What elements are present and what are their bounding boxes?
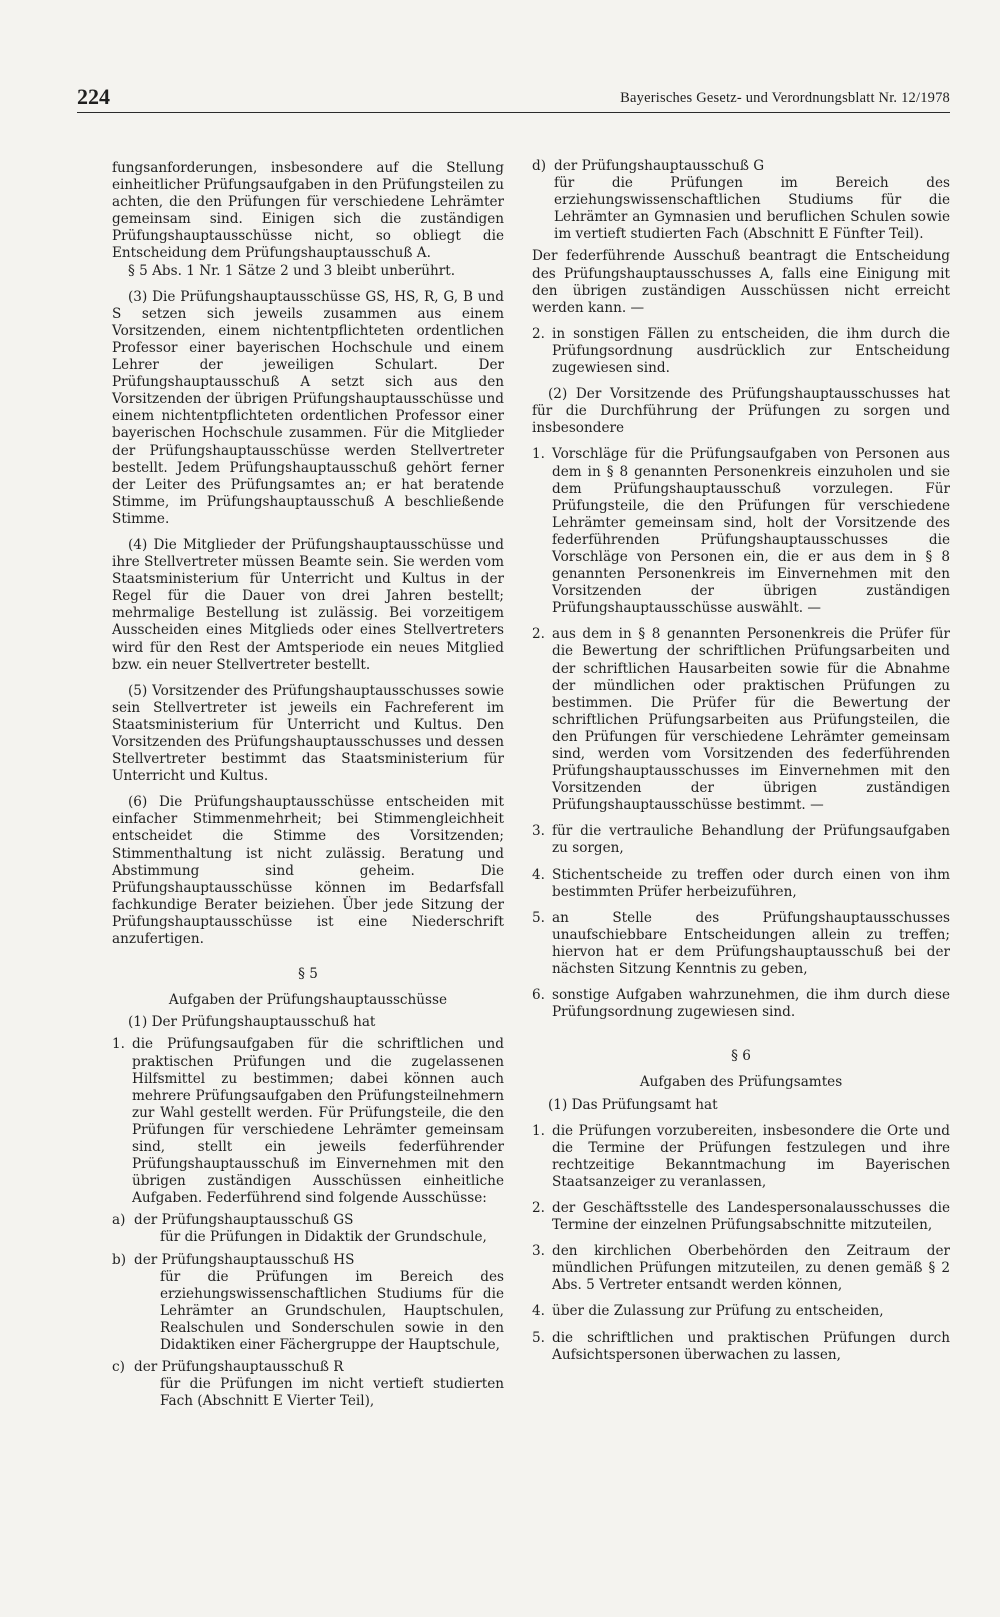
paragraph: (4) Die Mitglieder der Prüfungshauptausschüsse und ihre Stellvertreter müssen Beamte sein. Sie werden vom Staatsministerium für Unterricht und Kultus in der Regel für die Dauer von drei Jahren bestellt; mehrmalige Bestellung ist zulässig. Bei vorzeitigem Ausscheiden eines Mitglieds oder eines Stellvertreters wird für den Rest der Amtsperiode ein neues Mitglied bzw. ein neuer Stellvertreter bestellt. — [112, 536, 504, 673]
list-text: die schriftlichen und praktischen Prüfungen durch Aufsichtspersonen überwachen zu lassen, — [552, 1329, 950, 1363]
list-text: Vorschläge für die Prüfungsaufgaben von Personen aus dem in § 8 genannten Personenkreis einzuholen und sie dem Prüfungshauptausschuß vorzulegen. Für Prüfungsteile, die den Prüfungen für verschiedene Lehrämter gemeinsam sind, holt der Vorsitzende des federführenden Prüfungshauptausschusses die Vorschläge von Personen ein, die er aus dem in § 8 genannten Personenkreis im Einvernehmen mit den Vorsitzenden der übrigen zuständigen Prüfungshauptausschüsse auswählt. — — [552, 446, 950, 617]
list-text: in sonstigen Fällen zu entscheiden, die ihm durch die Prüfungsordnung ausdrücklich zur Entscheidung zugewiesen sind. — [552, 325, 950, 377]
page-number: 224 — [77, 84, 110, 109]
list-text: aus dem in § 8 genannten Personenkreis die Prüfer für die Bewertung der schriftlichen Prüfungsarbeiten und der schriftlichen Hausarbeiten sowie für die Abnahme der mündlichen oder praktischen Prüfungen zu bestimmen. Die Prüfer für die Bewertung der schriftlichen Prüfungsarbeiten aus Prüfungsteilen, die den Prüfungen für verschiedene Lehrämter gemeinsam sind, werden vom Vorsitzenden des federführenden Prüfungshauptausschusses im Einvernehmen mit den Vorsitzenden der übrigen zuständigen Prüfungshauptausschüsse bestimmt. — — [552, 626, 950, 814]
list-number: 2. — [532, 626, 545, 643]
list-number: 1. — [112, 1036, 125, 1053]
list-item — [532, 823, 950, 857]
paragraph: (1) Der Prüfungshauptausschuß hat — [128, 1014, 376, 1031]
list-item — [532, 1303, 950, 1320]
page-header — [77, 84, 950, 113]
list-number: 5. — [532, 909, 545, 926]
section-number: § 6 — [731, 1048, 751, 1065]
list-item — [532, 867, 950, 901]
list-item — [532, 626, 950, 814]
list-item — [532, 326, 950, 377]
section-title: Aufgaben des Prüfungsamtes — [639, 1074, 843, 1091]
list-item — [532, 446, 950, 617]
list-text: den kirchlichen Oberbehörden den Zeitraum der mündlichen Prüfungen mitzuteilen, zu denen gemäß § 2 Abs. 5 Vertreter entsandt werden können, — [552, 1243, 950, 1294]
list-number: 3. — [532, 1243, 545, 1260]
list-text: Stichentscheide zu treffen oder durch einen von ihm bestimmten Prüfer herbeizuführen, — [552, 866, 950, 900]
list-text: für die vertrauliche Behandlung der Prüfungsaufgaben zu sorgen, — [552, 823, 950, 857]
list-item — [532, 1330, 950, 1364]
sub-item — [532, 158, 950, 175]
running-title: Bayerisches Gesetz- und Verordnungsblatt Nr. 12/1978 — [620, 90, 950, 106]
list-item — [532, 987, 950, 1021]
sub-letter: b) — [112, 1251, 127, 1268]
section-title: Aufgaben der Prüfungshauptausschüsse — [168, 992, 448, 1009]
sub-text: für die Prüfungen im Bereich des erziehungswissenschaftlichen Studiums für die Lehrämter an Gymnasien und beruflichen Schulen sowie im vertieft studierten Fach (Abschnitt E Fünfter Teil). — [554, 175, 950, 243]
list-number: 2. — [532, 325, 545, 342]
paragraph: (2) Der Vorsitzende des Prüfungshauptausschusses hat für die Durchführung der Prüfungen zu sorgen und insbesondere — [532, 386, 950, 437]
list-item — [532, 1200, 950, 1234]
list-number: 1. — [532, 1122, 545, 1139]
paragraph: § 5 Abs. 1 Nr. 1 Sätze 2 und 3 bleibt unberührt. — [128, 262, 456, 279]
sub-heading: der Prüfungshauptausschuß GS — [134, 1212, 354, 1229]
paragraph: (5) Vorsitzender des Prüfungshauptausschusses sowie sein Stellvertreter ist jeweils ein Fachreferent im Staatsministerium für Unterricht und Kultus. Den Vorsitzenden des Prüfungshauptausschusses und dessen Stellvertreter bestimmt das Staatsministerium für Unterricht und Kultus. — [112, 682, 504, 785]
sub-item — [112, 1252, 504, 1269]
paragraph: (3) Die Prüfungshauptausschüsse GS, HS, R, G, B und S setzen sich jeweils zusammen aus einem Vorsitzenden, einem nichtentpflichteten ordentlichen Professor einer bayerischen Hochschule und einem Lehrer der jeweiligen Schulart. Der Prüfungshauptausschuß A setzt sich aus den Vorsitzenden der übrigen Prüfungshauptausschüsse und einem nichtentpflichteten ordentlichen Professor einer bayerischen Hochschule zusammen. Für die Mitglieder der Prüfungshauptausschüsse werden Stellvertreter bestellt. Jedem Prüfungshauptausschuß gehört ferner der Leiter des Prüfungsamtes an; er hat beratende Stimme, im Prüfungshauptausschuß A beschließende Stimme. — [112, 288, 504, 527]
sub-text: für die Prüfungen in Didaktik der Grundschule, — [160, 1229, 487, 1246]
paragraph: (1) Das Prüfungsamt hat — [548, 1096, 718, 1113]
list-text: der Geschäftsstelle des Landespersonalausschusses die Termine der einzelnen Prüfungsabschnitte mitzuteilen, — [552, 1199, 950, 1234]
sub-letter: c) — [112, 1359, 125, 1376]
list-text: die Prüfungsaufgaben für die schriftlichen und praktischen Prüfungen und die zugelassenen Hilfsmittel zu bestimmen; dabei können auch mehrere Prüfungsaufgaben den Prüfungsteilnehmern zur Wahl gestellt werden. Für Prüfungsteile, die den Prüfungen für verschiedene Lehrämter gemeinsam sind, stellt ein jeweils federführender Prüfungshauptausschuß im Einvernehmen mit den übrigen zuständigen Ausschüssen einheitliche Aufgaben. Federführend sind folgende Ausschüsse: — [132, 1036, 504, 1207]
sub-heading: der Prüfungshauptausschuß HS — [134, 1251, 355, 1268]
sub-letter: a) — [112, 1212, 126, 1229]
sub-text: für die Prüfungen im Bereich des erziehungswissenschaftlichen Studiums für die Lehrämter an Grundschulen, Hauptschulen, Realschulen und Sonderschulen sowie in den Didaktiken einer Fächergruppe der Hauptschule, — [160, 1268, 504, 1353]
list-number: 4. — [532, 1303, 545, 1320]
paragraph: (6) Die Prüfungshauptausschüsse entscheiden mit einfacher Stimmenmehrheit; bei Stimmengleichheit entscheidet die Stimme des Vorsitzenden; Stimmenthaltung ist nicht zulässig. Beratung und Abstimmung sind geheim. Die Prüfungshauptausschüsse können im Bedarfsfall fachkundige Berater beiziehen. Über jede Sitzung der Prüfungshauptausschüsse ist eine Niederschrift anzufertigen. — [112, 794, 504, 948]
list-item — [112, 1036, 504, 1207]
paragraph: fungsanforderungen, insbesondere auf die Stellung einheitlicher Prüfungsaufgaben in den Prüfungsteilen zu achten, die den Prüfungen für verschiedene Lehrämter gemeinsam sind. Einigen sich die zuständigen Prüfungshauptausschüsse nicht, so obliegt die Entscheidung dem Prüfungshauptausschuß A. — [112, 160, 504, 262]
list-item — [532, 1243, 950, 1294]
sub-item — [112, 1212, 504, 1229]
sub-letter: d) — [532, 158, 547, 174]
sub-item — [112, 1359, 504, 1376]
section-number: § 5 — [298, 966, 318, 983]
list-text: an Stelle des Prüfungshauptausschusses unaufschiebbare Entscheidungen allein zu treffen; hiervon hat er dem Prüfungshauptausschuß bei der nächsten Sitzung Kenntnis zu geben, — [552, 909, 950, 978]
list-number: 1. — [532, 446, 545, 463]
list-text: die Prüfungen vorzubereiten, insbesondere die Orte und die Termine der Prüfungen festzulegen und ihre rechtzeitige Bekanntmachung im Bayerischen Staatsanzeiger zu veranlassen, — [552, 1122, 950, 1190]
right-column — [532, 158, 950, 1364]
list-number: 6. — [532, 987, 545, 1004]
list-number: 4. — [532, 866, 545, 883]
list-number: 2. — [532, 1199, 545, 1216]
list-item — [532, 1123, 950, 1191]
list-number: 3. — [532, 823, 545, 840]
list-text: sonstige Aufgaben wahrzunehmen, die ihm durch diese Prüfungsordnung zugewiesen sind. — [552, 987, 950, 1021]
sub-heading: der Prüfungshauptausschuß G — [554, 158, 765, 174]
sub-heading: der Prüfungshauptausschuß R — [134, 1359, 344, 1376]
list-item — [532, 910, 950, 978]
sub-text: für die Prüfungen im nicht vertieft studierten Fach (Abschnitt E Vierter Teil), — [160, 1376, 504, 1410]
list-number: 5. — [532, 1329, 545, 1346]
left-column — [112, 160, 504, 1410]
list-text: über die Zulassung zur Prüfung zu entscheiden, — [552, 1303, 884, 1320]
paragraph: Der federführende Ausschuß beantragt die Entscheidung des Prüfungshauptausschusses A, falls eine Einigung mit den übrigen zuständigen Ausschüssen nicht erreicht werden kann. — — [532, 248, 950, 316]
